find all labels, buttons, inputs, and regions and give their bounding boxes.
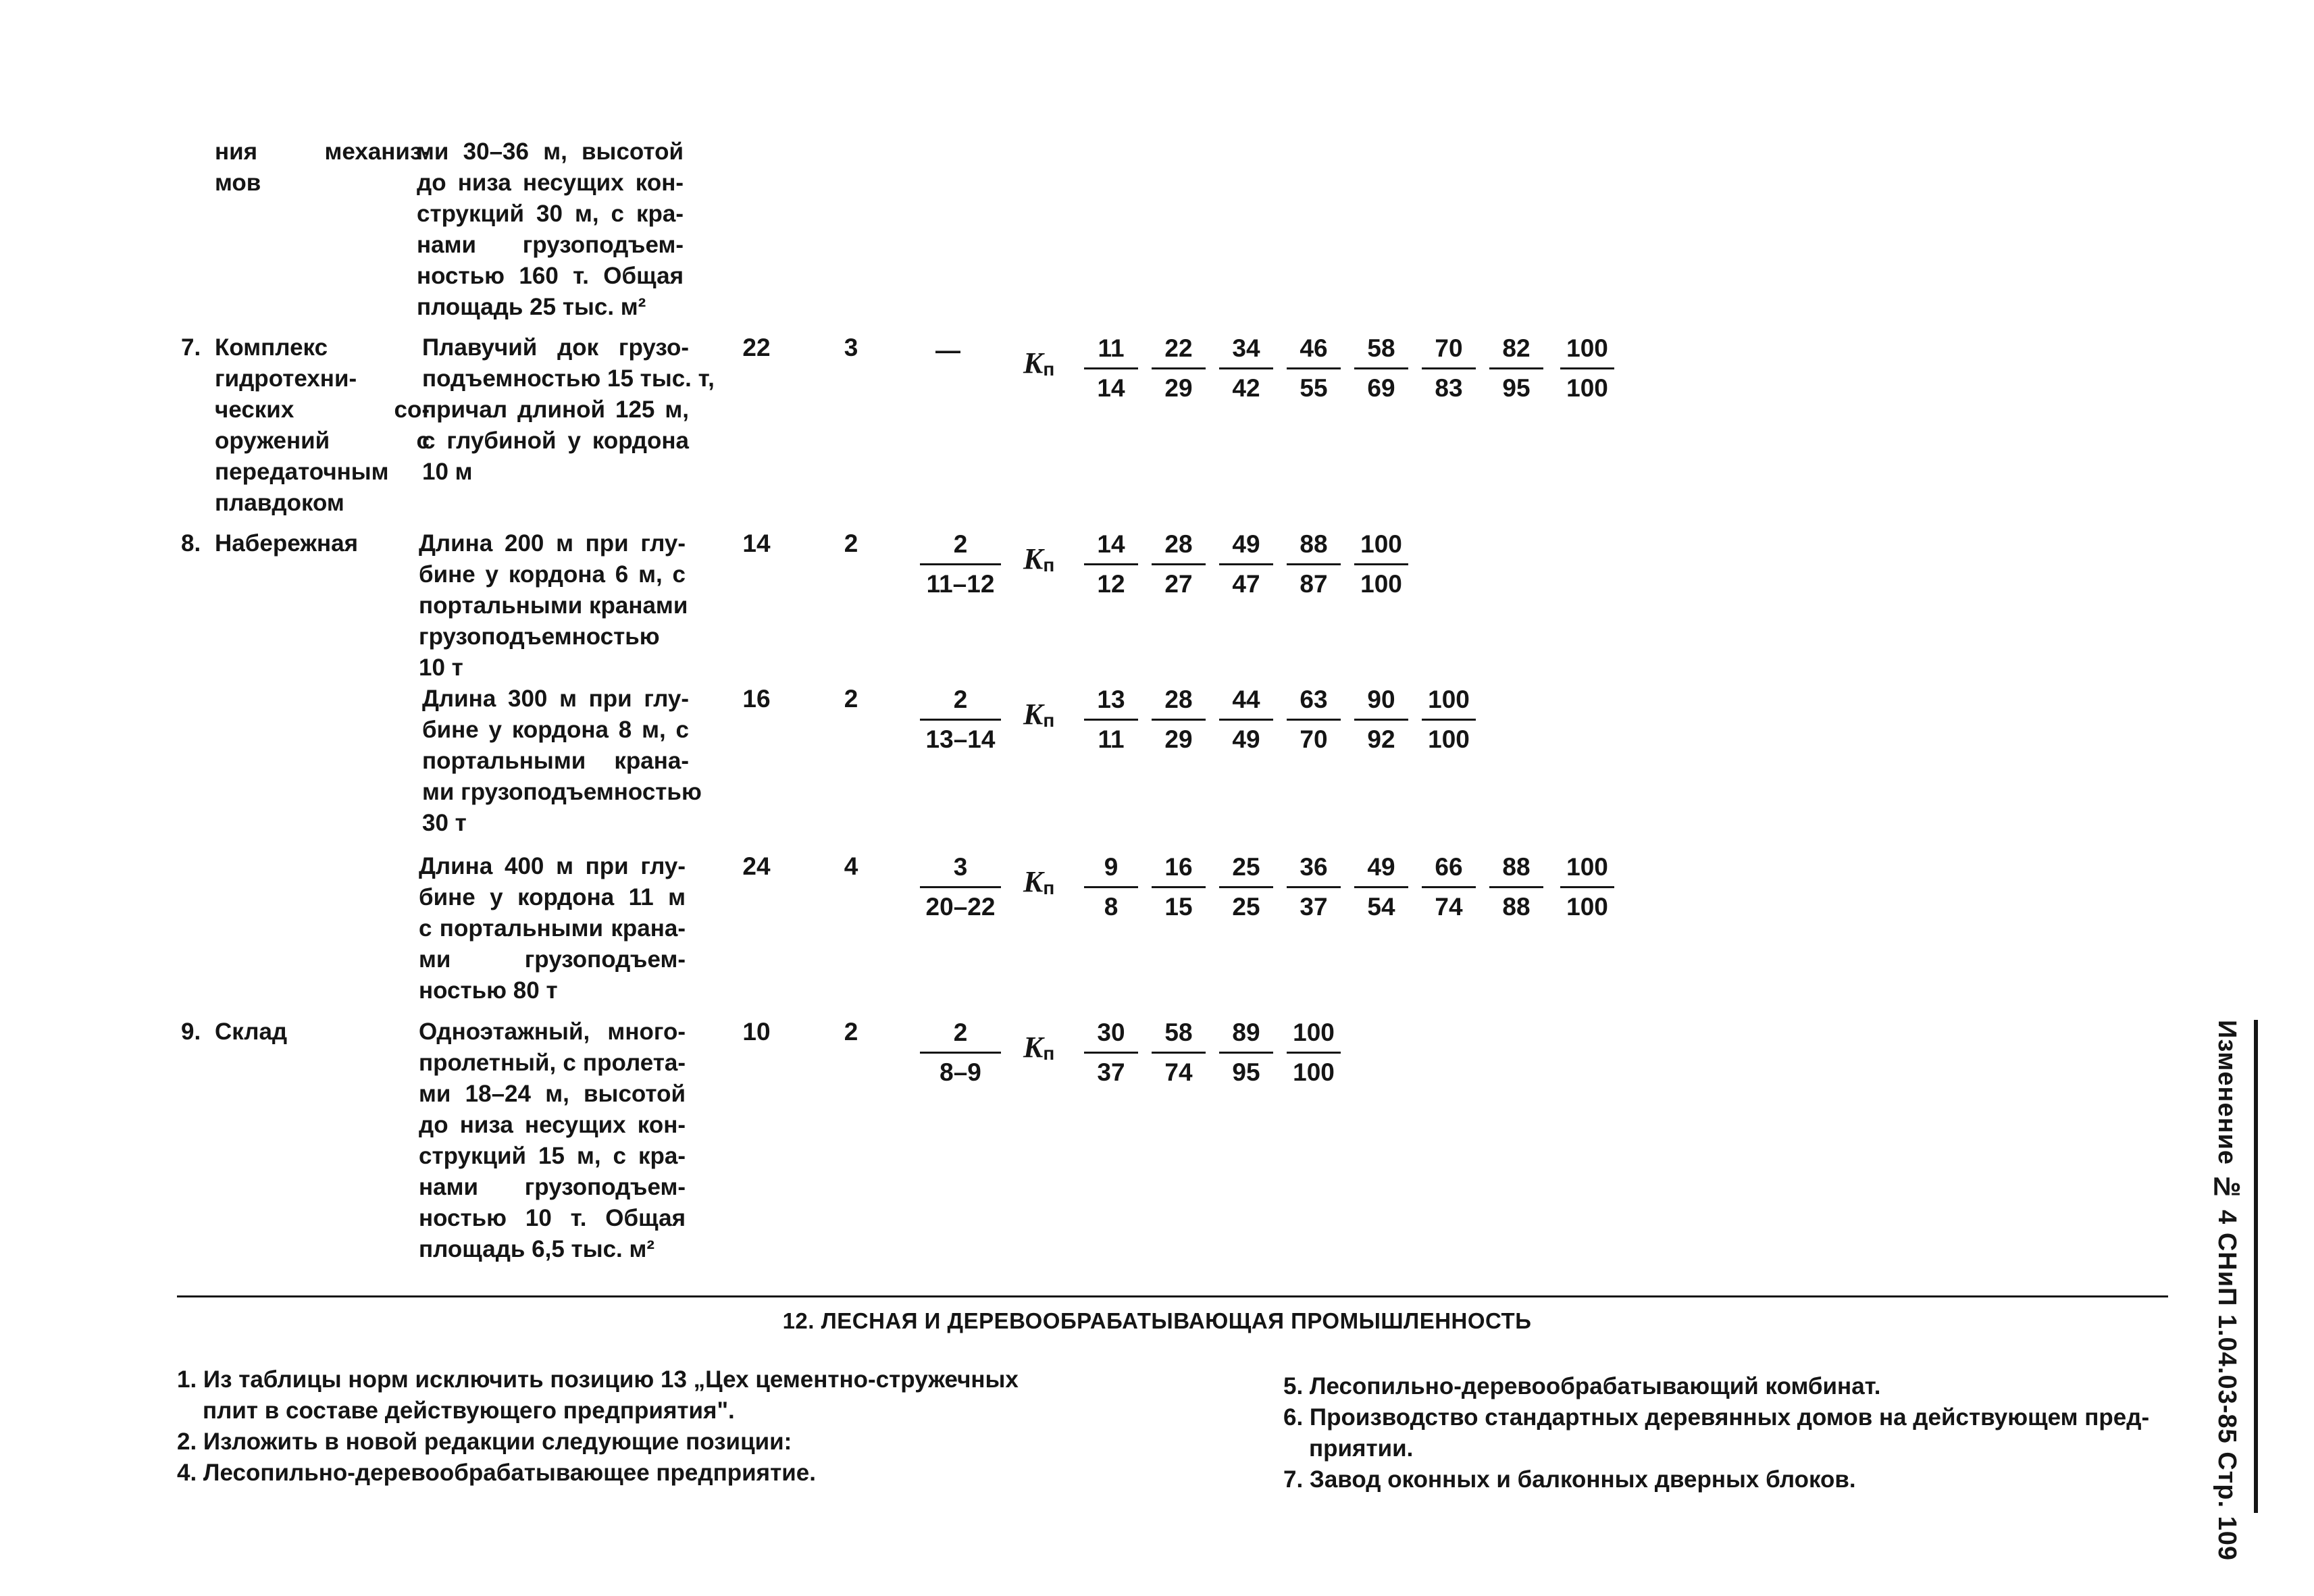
fraction: $\frac{34}{42}$	[1219, 334, 1273, 403]
fraction: $\frac{100}{100}$	[1354, 530, 1408, 599]
row-5-name: Склад	[215, 1019, 288, 1045]
row-4-col3: 24	[742, 852, 771, 880]
fraction: $\frac{58}{74}$	[1152, 1018, 1206, 1087]
fraction: $\frac{66}{74}$	[1422, 852, 1476, 922]
row-2-col3: 14	[742, 530, 771, 557]
row-2-number: 8.	[181, 530, 201, 557]
note-line: 2. Изложить в новой редакции следующие позиции:	[177, 1428, 792, 1455]
side-label-text: Изменение № 4 СНиП 1.04.03-85 Стр. 109	[2213, 1020, 2241, 1561]
row-0-description: ми 30–36 м, высотой до низа несущих кон- струкций 30 м, с кра- нами грузоподъем- ностью 160 т. Общая площадь 25 тыс. м²	[417, 138, 684, 320]
row-1-col4: 3	[844, 334, 858, 361]
row-2-k-label: $K_п$	[1023, 542, 1055, 575]
note-line: 4. Лесопильно-деревообрабатывающее предприятие.	[177, 1460, 816, 1486]
row-3-description: Длина 300 м при глу- бине у кордона 8 м, с портальными крана- ми грузоподъемностью 30 т	[422, 686, 702, 836]
row-3-col4: 2	[844, 685, 858, 713]
row-2-col4: 2	[844, 530, 858, 557]
fraction: $\frac{28}{27}$	[1152, 530, 1206, 599]
fraction: $\frac{16}{15}$	[1152, 852, 1206, 922]
page-side-label	[2212, 1020, 2259, 1561]
row-1-number: 7.	[181, 334, 201, 361]
section-heading: 12. ЛЕСНАЯ И ДЕРЕВООБРАБАТЫВАЮЩАЯ ПРОМЫШЛЕННОСТЬ	[782, 1308, 1532, 1333]
row-0-name: ния механиз- мов	[215, 138, 430, 196]
row-1-name: Комплекс гидротехни- ческих со- оружений с передаточным плавдоком	[215, 334, 430, 516]
row-1-ratio-dash: —	[935, 336, 960, 364]
notes-right	[1283, 1371, 2149, 1495]
row-4-description: Длина 400 м при глу- бине у кордона 11 м с портальными крана- ми грузоподъем- ностью 80 т	[419, 853, 686, 1004]
row-5-k-label: $K_п$	[1023, 1031, 1055, 1064]
fraction: $\frac{28}{29}$	[1152, 685, 1206, 754]
section-divider	[177, 1295, 2168, 1297]
fraction: $\frac{46}{55}$	[1287, 334, 1341, 403]
notes-left	[177, 1364, 1019, 1489]
fraction: $\frac{100}{100}$	[1560, 852, 1614, 922]
note-line: 7. Завод оконных и балконных дверных блоков.	[1283, 1466, 1856, 1493]
note-line: приятии.	[1309, 1435, 1414, 1462]
row-5-number: 9.	[181, 1019, 201, 1045]
row-4-col4: 4	[844, 852, 858, 880]
row-5-ratio: $\frac{2}{8-9}$	[920, 1018, 1001, 1087]
fraction: $\frac{25}{25}$	[1219, 852, 1273, 922]
row-1-k-label: $K_п$	[1023, 346, 1055, 380]
fraction: $\frac{14}{12}$	[1084, 530, 1138, 599]
fraction: $\frac{88}{87}$	[1287, 530, 1341, 599]
fraction: $\frac{89}{95}$	[1219, 1018, 1273, 1087]
fraction: $\frac{49}{47}$	[1219, 530, 1273, 599]
fraction: $\frac{9}{8}$	[1084, 852, 1138, 922]
note-line: 1. Из таблицы норм исключить позицию 13 „Цех цементно-стружечных	[177, 1366, 1019, 1393]
fraction: $\frac{90}{92}$	[1354, 685, 1408, 754]
fraction: $\frac{22}{29}$	[1152, 334, 1206, 403]
fraction: $\frac{30}{37}$	[1084, 1018, 1138, 1087]
note-line: плит в составе действующего предприятия".	[203, 1397, 735, 1424]
fraction: $\frac{70}{83}$	[1422, 334, 1476, 403]
row-5-col3: 10	[742, 1018, 771, 1046]
row-3-col3: 16	[742, 685, 771, 713]
fraction: $\frac{100}{100}$	[1560, 334, 1614, 403]
note-line: 6. Производство стандартных деревянных домов на действующем пред-	[1283, 1404, 2150, 1431]
note-line: 5. Лесопильно-деревообрабатывающий комбинат.	[1283, 1373, 1881, 1399]
row-3-k-label: $K_п$	[1023, 698, 1055, 731]
side-rule	[2254, 1020, 2258, 1513]
fraction: $\frac{100}{100}$	[1287, 1018, 1341, 1087]
row-1-col3: 22	[742, 334, 771, 361]
row-5-description: Одноэтажный, много- пролетный, с пролета- ми 18–24 м, высотой до низа несущих кон- струкций 15 м, с кра- нами грузоподъем- ностью 10 т. Общая площадь 6,5 тыс. м²	[419, 1019, 686, 1262]
fraction: $\frac{88}{88}$	[1489, 852, 1543, 922]
fraction: $\frac{44}{49}$	[1219, 685, 1273, 754]
row-3-ratio: $\frac{2}{13-14}$	[920, 685, 1001, 754]
fraction: $\frac{13}{11}$	[1084, 685, 1138, 754]
fraction: $\frac{49}{54}$	[1354, 852, 1408, 922]
row-1-description: Плавучий док грузо- подъемностью 15 тыс. т, причал длиной 125 м, с глубиной у кордона 10 м	[422, 334, 715, 485]
row-2-name: Набережная	[215, 530, 359, 557]
fraction: $\frac{63}{70}$	[1287, 685, 1341, 754]
fraction: $\frac{11}{14}$	[1084, 334, 1138, 403]
row-2-description: Длина 200 м при глу- бине у кордона 6 м, с портальными кранами грузоподъемностью 10 т	[419, 530, 688, 681]
fraction: $\frac{36}{37}$	[1287, 852, 1341, 922]
row-4-k-label: $K_п$	[1023, 865, 1055, 898]
fraction: $\frac{82}{95}$	[1489, 334, 1543, 403]
row-4-ratio: $\frac{3}{20-22}$	[920, 852, 1001, 922]
row-5-col4: 2	[844, 1018, 858, 1046]
row-2-ratio: $\frac{2}{11-12}$	[920, 530, 1001, 599]
fraction: $\frac{58}{69}$	[1354, 334, 1408, 403]
fraction: $\frac{100}{100}$	[1422, 685, 1476, 754]
